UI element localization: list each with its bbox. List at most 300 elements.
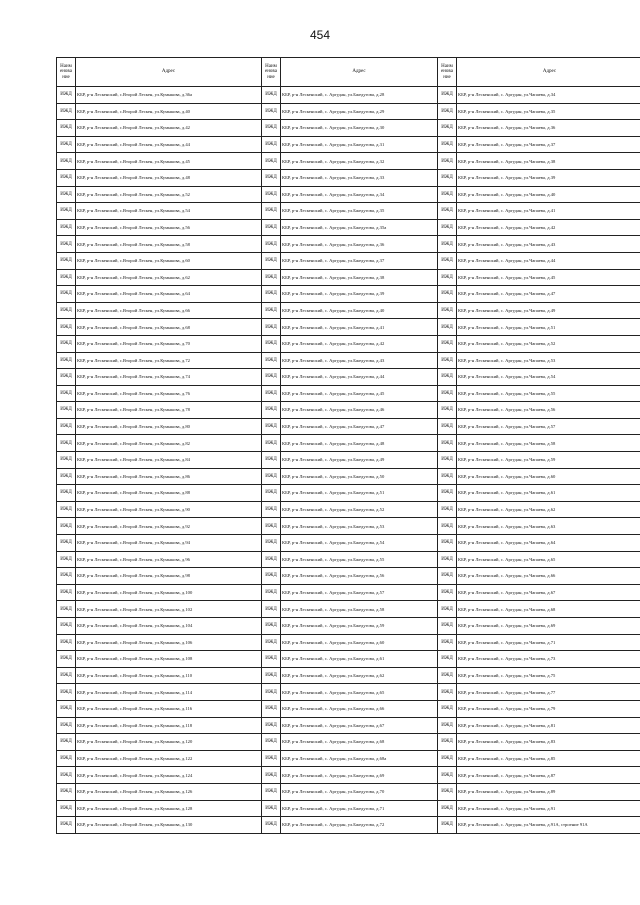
address-cell: КБР, р-н Лескенский, с. Аргудан, ул.Бжедугова, д.43	[281, 352, 438, 369]
header-address-3: Адрес	[457, 58, 640, 87]
object-type-cell: ИЖД	[57, 269, 76, 286]
object-type-cell: ИЖД	[438, 518, 457, 535]
address-cell: КБР, р-н Лескенский, с. Аргудан, ул.Чапаева, д.77	[457, 684, 640, 701]
address-cell: КБР, р-н Лескенский, с. Аргудан, ул.Бжедугова, д.67	[281, 717, 438, 734]
address-cell: КБР, р-н Лескенский, с.Второй Лескен, ул.Кумыкова, д.106	[76, 634, 262, 651]
object-type-cell: ИЖД	[262, 369, 281, 386]
address-cell: КБР, р-н Лескенский, с. Аргудан, ул.Бжедугова, д.29	[281, 103, 438, 120]
address-cell: КБР, р-н Лескенский, с. Аргудан, ул.Чапаева, д.62	[457, 501, 640, 518]
object-type-cell: ИЖД	[57, 518, 76, 535]
address-cell: КБР, р-н Лескенский, с. Аргудан, ул.Бжедугова, д.66	[281, 700, 438, 717]
object-type-cell: ИЖД	[262, 269, 281, 286]
table-row	[57, 385, 640, 402]
address-cell: КБР, р-н Лескенский, с. Аргудан, ул.Бжедугова, д.28	[281, 87, 438, 104]
table-row	[57, 435, 640, 452]
address-cell: КБР, р-н Лескенский, с. Аргудан, ул.Чапаева, д.65	[457, 551, 640, 568]
object-type-cell: ИЖД	[262, 335, 281, 352]
address-cell: КБР, р-н Лескенский, с. Аргудан, ул.Бжедугова, д.70	[281, 783, 438, 800]
object-type-cell: ИЖД	[438, 717, 457, 734]
object-type-cell: ИЖД	[438, 169, 457, 186]
address-cell: КБР, р-н Лескенский, с. Аргудан, ул.Чапаева, д.57	[457, 418, 640, 435]
object-type-cell: ИЖД	[262, 485, 281, 502]
object-type-cell: ИЖД	[438, 485, 457, 502]
address-cell: КБР, р-н Лескенский, с. Аргудан, ул.Чапаева, д.49	[457, 302, 640, 319]
address-cell: КБР, р-н Лескенский, с. Аргудан, ул.Бжедугова, д.53	[281, 518, 438, 535]
table-row	[57, 236, 640, 253]
object-type-cell: ИЖД	[438, 418, 457, 435]
address-cell: КБР, р-н Лескенский, с.Второй Лескен, ул.Кумыкова, д.68	[76, 319, 262, 336]
object-type-cell: ИЖД	[262, 418, 281, 435]
address-cell: КБР, р-н Лескенский, с.Второй Лескен, ул.Кумыкова, д.64	[76, 286, 262, 303]
address-cell: КБР, р-н Лескенский, с.Второй Лескен, ул.Кумыкова, д.60	[76, 252, 262, 269]
table-row	[57, 634, 640, 651]
address-cell: КБР, р-н Лескенский, с. Аргудан, ул.Чапаева, д.75	[457, 667, 640, 684]
address-cell: КБР, р-н Лескенский, с. Аргудан, ул.Чапаева, д.54	[457, 369, 640, 386]
object-type-cell: ИЖД	[57, 219, 76, 236]
address-cell: КБР, р-н Лескенский, с.Второй Лескен, ул.Кумыкова, д.45	[76, 153, 262, 170]
address-cell: КБР, р-н Лескенский, с. Аргудан, ул.Чапаева, д.56	[457, 402, 640, 419]
address-cell: КБР, р-н Лескенский, с. Аргудан, ул.Чапаева, д.60	[457, 468, 640, 485]
object-type-cell: ИЖД	[262, 501, 281, 518]
object-type-cell: ИЖД	[57, 783, 76, 800]
object-type-cell: ИЖД	[262, 186, 281, 203]
object-type-cell: ИЖД	[262, 734, 281, 751]
address-cell: КБР, р-н Лескенский, с. Аргудан, ул.Чапаева, д.69	[457, 618, 640, 635]
table-row	[57, 402, 640, 419]
object-type-cell: ИЖД	[262, 634, 281, 651]
address-cell: КБР, р-н Лескенский, с. Аргудан, ул.Бжедугова, д.52	[281, 501, 438, 518]
table-row	[57, 783, 640, 800]
table-row	[57, 252, 640, 269]
address-cell: КБР, р-н Лескенский, с.Второй Лескен, ул.Кумыкова, д.116	[76, 700, 262, 717]
address-cell: КБР, р-н Лескенский, с. Аргудан, ул.Бжедугова, д.47	[281, 418, 438, 435]
object-type-cell: ИЖД	[57, 800, 76, 817]
object-type-cell: ИЖД	[57, 385, 76, 402]
header-address-1: Адрес	[76, 58, 262, 87]
address-cell: КБР, р-н Лескенский, с. Аргудан, ул.Чапаева, д.66	[457, 568, 640, 585]
object-type-cell: ИЖД	[438, 103, 457, 120]
object-type-cell: ИЖД	[262, 535, 281, 552]
object-type-cell: ИЖД	[438, 269, 457, 286]
object-type-cell: ИЖД	[57, 717, 76, 734]
table-row	[57, 551, 640, 568]
address-cell: КБР, р-н Лескенский, с. Аргудан, ул.Бжедугова, д.57	[281, 584, 438, 601]
object-type-cell: ИЖД	[57, 634, 76, 651]
object-type-cell: ИЖД	[438, 817, 457, 834]
object-type-cell: ИЖД	[262, 402, 281, 419]
object-type-cell: ИЖД	[438, 501, 457, 518]
object-type-cell: ИЖД	[262, 684, 281, 701]
object-type-cell: ИЖД	[438, 452, 457, 469]
object-type-cell: ИЖД	[438, 120, 457, 137]
address-cell: КБР, р-н Лескенский, с.Второй Лескен, ул.Кумыкова, д.74	[76, 369, 262, 386]
object-type-cell: ИЖД	[57, 584, 76, 601]
address-cell: КБР, р-н Лескенский, с.Второй Лескен, ул.Кумыкова, д.66	[76, 302, 262, 319]
table-row	[57, 269, 640, 286]
address-cell: КБР, р-н Лескенский, с. Аргудан, ул.Бжедугова, д.55	[281, 551, 438, 568]
address-cell: КБР, р-н Лескенский, с.Второй Лескен, ул.Кумыкова, д.48	[76, 169, 262, 186]
address-cell: КБР, р-н Лескенский, с. Аргудан, ул.Чапаева, д.51	[457, 319, 640, 336]
address-cell: КБР, р-н Лескенский, с. Аргудан, ул.Чапаева, д.38	[457, 153, 640, 170]
address-cell: КБР, р-н Лескенский, с. Аргудан, ул.Чапаева, д.67	[457, 584, 640, 601]
object-type-cell: ИЖД	[262, 286, 281, 303]
object-type-cell: ИЖД	[262, 667, 281, 684]
address-cell: КБР, р-н Лескенский, с. Аргудан, ул.Бжедугова, д.45	[281, 385, 438, 402]
object-type-cell: ИЖД	[57, 186, 76, 203]
table-row	[57, 335, 640, 352]
address-cell: КБР, р-н Лескенский, с.Второй Лескен, ул.Кумыкова, д.130	[76, 817, 262, 834]
address-cell: КБР, р-н Лескенский, с.Второй Лескен, ул.Кумыкова, д.104	[76, 618, 262, 635]
address-cell: КБР, р-н Лескенский, с. Аргудан, ул.Бжедугова, д.40	[281, 302, 438, 319]
object-type-cell: ИЖД	[57, 203, 76, 220]
address-cell: КБР, р-н Лескенский, с. Аргудан, ул.Чапаева, д.53	[457, 352, 640, 369]
address-cell: КБР, р-н Лескенский, с. Аргудан, ул.Чапаева, д.59	[457, 452, 640, 469]
address-cell: КБР, р-н Лескенский, с. Аргудан, ул.Чапаева, д.61	[457, 485, 640, 502]
object-type-cell: ИЖД	[262, 717, 281, 734]
object-type-cell: ИЖД	[438, 551, 457, 568]
address-cell: КБР, р-н Лескенский, с. Аргудан, ул.Бжедугова, д.58	[281, 601, 438, 618]
address-cell: КБР, р-н Лескенский, с.Второй Лескен, ул.Кумыкова, д.80	[76, 418, 262, 435]
object-type-cell: ИЖД	[438, 684, 457, 701]
table-row	[57, 667, 640, 684]
object-type-cell: ИЖД	[438, 153, 457, 170]
object-type-cell: ИЖД	[57, 817, 76, 834]
object-type-cell: ИЖД	[57, 252, 76, 269]
object-type-cell: ИЖД	[57, 369, 76, 386]
table-row	[57, 452, 640, 469]
object-type-cell: ИЖД	[57, 169, 76, 186]
object-type-cell: ИЖД	[438, 767, 457, 784]
address-cell: КБР, р-н Лескенский, с.Второй Лескен, ул.Кумыкова, д.56	[76, 219, 262, 236]
address-cell: КБР, р-н Лескенский, с.Второй Лескен, ул.Кумыкова, д.128	[76, 800, 262, 817]
table-row	[57, 700, 640, 717]
table-row	[57, 87, 640, 104]
address-cell: КБР, р-н Лескенский, с. Аргудан, ул.Чапаева, д.34	[457, 87, 640, 104]
object-type-cell: ИЖД	[262, 452, 281, 469]
address-cell: КБР, р-н Лескенский, с. Аргудан, ул.Чапаева, д.40	[457, 186, 640, 203]
object-type-cell: ИЖД	[438, 568, 457, 585]
address-cell: КБР, р-н Лескенский, с.Второй Лескен, ул.Кумыкова, д.96	[76, 551, 262, 568]
address-cell: КБР, р-н Лескенский, с.Второй Лескен, ул.Кумыкова, д.98	[76, 568, 262, 585]
table-row	[57, 584, 640, 601]
object-type-cell: ИЖД	[262, 651, 281, 668]
address-cell: КБР, р-н Лескенский, с. Аргудан, ул.Чапаева, д.44	[457, 252, 640, 269]
object-type-cell: ИЖД	[262, 103, 281, 120]
table-row	[57, 169, 640, 186]
object-type-cell: ИЖД	[57, 667, 76, 684]
object-type-cell: ИЖД	[57, 700, 76, 717]
address-cell: КБР, р-н Лескенский, с. Аргудан, ул.Чапаева, д.52	[457, 335, 640, 352]
address-cell: КБР, р-н Лескенский, с. Аргудан, ул.Чапаева, д.41	[457, 203, 640, 220]
object-type-cell: ИЖД	[57, 750, 76, 767]
address-cell: КБР, р-н Лескенский, с.Второй Лескен, ул.Кумыкова, д.90	[76, 501, 262, 518]
address-cell: КБР, р-н Лескенский, с.Второй Лескен, ул.Кумыкова, д.92	[76, 518, 262, 535]
address-cell: КБР, р-н Лескенский, с. Аргудан, ул.Чапаева, д.71	[457, 634, 640, 651]
address-cell: КБР, р-н Лескенский, с.Второй Лескен, ул.Кумыкова, д.88	[76, 485, 262, 502]
object-type-cell: ИЖД	[438, 634, 457, 651]
address-cell: КБР, р-н Лескенский, с. Аргудан, ул.Бжедугова, д.60	[281, 634, 438, 651]
address-cell: КБР, р-н Лескенский, с.Второй Лескен, ул.Кумыкова, д.124	[76, 767, 262, 784]
address-cell: КБР, р-н Лескенский, с.Второй Лескен, ул.Кумыкова, д.54	[76, 203, 262, 220]
object-type-cell: ИЖД	[262, 136, 281, 153]
object-type-cell: ИЖД	[57, 468, 76, 485]
address-cell: КБР, р-н Лескенский, с. Аргудан, ул.Бжедугова, д.32	[281, 153, 438, 170]
table-row	[57, 535, 640, 552]
object-type-cell: ИЖД	[262, 568, 281, 585]
object-type-cell: ИЖД	[438, 750, 457, 767]
object-type-cell: ИЖД	[438, 87, 457, 104]
object-type-cell: ИЖД	[262, 435, 281, 452]
address-cell: КБР, р-н Лескенский, с.Второй Лескен, ул.Кумыкова, д.118	[76, 717, 262, 734]
object-type-cell: ИЖД	[262, 203, 281, 220]
table-row	[57, 103, 640, 120]
address-cell: КБР, р-н Лескенский, с. Аргудан, ул.Чапаева, д.47	[457, 286, 640, 303]
address-cell: КБР, р-н Лескенский, с. Аргудан, ул.Бжедугова, д.30	[281, 120, 438, 137]
object-type-cell: ИЖД	[438, 236, 457, 253]
object-type-cell: ИЖД	[57, 103, 76, 120]
object-type-cell: ИЖД	[438, 667, 457, 684]
address-cell: КБР, р-н Лескенский, с. Аргудан, ул.Бжедугова, д.68	[281, 734, 438, 751]
table-row	[57, 468, 640, 485]
object-type-cell: ИЖД	[57, 153, 76, 170]
address-cell: КБР, р-н Лескенский, с. Аргудан, ул.Чапаева, д.63	[457, 518, 640, 535]
object-type-cell: ИЖД	[262, 700, 281, 717]
object-type-cell: ИЖД	[57, 286, 76, 303]
address-cell: КБР, р-н Лескенский, с.Второй Лескен, ул.Кумыкова, д.42	[76, 120, 262, 137]
address-cell: КБР, р-н Лескенский, с. Аргудан, ул.Чапаева, д.58	[457, 435, 640, 452]
address-cell: КБР, р-н Лескенский, с.Второй Лескен, ул.Кумыкова, д.86	[76, 468, 262, 485]
object-type-cell: ИЖД	[262, 468, 281, 485]
address-cell: КБР, р-н Лескенский, с.Второй Лескен, ул.Кумыкова, д.126	[76, 783, 262, 800]
table-body	[57, 87, 640, 834]
object-type-cell: ИЖД	[438, 219, 457, 236]
table-row	[57, 485, 640, 502]
table-row	[57, 684, 640, 701]
address-cell: КБР, р-н Лескенский, с. Аргудан, ул.Чапаева, д.83	[457, 734, 640, 751]
table-row	[57, 120, 640, 137]
object-type-cell: ИЖД	[57, 302, 76, 319]
address-cell: КБР, р-н Лескенский, с.Второй Лескен, ул.Кумыкова, д.82	[76, 435, 262, 452]
object-type-cell: ИЖД	[438, 335, 457, 352]
object-type-cell: ИЖД	[438, 286, 457, 303]
address-cell: КБР, р-н Лескенский, с.Второй Лескен, ул.Кумыкова, д.52	[76, 186, 262, 203]
object-type-cell: ИЖД	[438, 618, 457, 635]
address-cell: КБР, р-н Лескенский, с. Аргудан, ул.Бжедугова, д.50	[281, 468, 438, 485]
table-row	[57, 501, 640, 518]
object-type-cell: ИЖД	[438, 369, 457, 386]
address-cell: КБР, р-н Лескенский, с. Аргудан, ул.Чапаева, д.64	[457, 535, 640, 552]
table-row	[57, 136, 640, 153]
object-type-cell: ИЖД	[262, 120, 281, 137]
object-type-cell: ИЖД	[57, 601, 76, 618]
table-row	[57, 352, 640, 369]
address-register-table	[56, 57, 640, 834]
address-cell: КБР, р-н Лескенский, с.Второй Лескен, ул.Кумыкова, д.78	[76, 402, 262, 419]
address-cell: КБР, р-н Лескенский, с. Аргудан, ул.Бжедугова, д.36	[281, 236, 438, 253]
address-cell: КБР, р-н Лескенский, с.Второй Лескен, ул.Кумыкова, д.102	[76, 601, 262, 618]
address-cell: КБР, р-н Лескенский, с. Аргудан, ул.Бжедугова, д.35а	[281, 219, 438, 236]
address-cell: КБР, р-н Лескенский, с.Второй Лескен, ул.Кумыкова, д.108	[76, 651, 262, 668]
header-type-1: Наим енова ние	[57, 58, 76, 87]
object-type-cell: ИЖД	[438, 385, 457, 402]
address-cell: КБР, р-н Лескенский, с. Аргудан, ул.Чапаева, д.43	[457, 236, 640, 253]
address-cell: КБР, р-н Лескенский, с. Аргудан, ул.Бжедугова, д.38	[281, 269, 438, 286]
address-cell: КБР, р-н Лескенский, с. Аргудан, ул.Бжедугова, д.33	[281, 169, 438, 186]
object-type-cell: ИЖД	[262, 169, 281, 186]
address-cell: КБР, р-н Лескенский, с.Второй Лескен, ул.Кумыкова, д.76	[76, 385, 262, 402]
address-cell: КБР, р-н Лескенский, с.Второй Лескен, ул.Кумыкова, д.114	[76, 684, 262, 701]
object-type-cell: ИЖД	[262, 252, 281, 269]
object-type-cell: ИЖД	[262, 584, 281, 601]
table-row	[57, 568, 640, 585]
address-cell: КБР, р-н Лескенский, с.Второй Лескен, ул.Кумыкова, д.100	[76, 584, 262, 601]
object-type-cell: ИЖД	[262, 87, 281, 104]
table-row	[57, 153, 640, 170]
object-type-cell: ИЖД	[57, 402, 76, 419]
address-cell: КБР, р-н Лескенский, с. Аргудан, ул.Чапаева, д.85	[457, 750, 640, 767]
page-number: 454	[309, 28, 331, 42]
address-cell: КБР, р-н Лескенский, с.Второй Лескен, ул.Кумыкова, д.44	[76, 136, 262, 153]
object-type-cell: ИЖД	[57, 136, 76, 153]
address-cell: КБР, р-н Лескенский, с.Второй Лескен, ул.Кумыкова, д.40	[76, 103, 262, 120]
address-cell: КБР, р-н Лескенский, с. Аргудан, ул.Чапаева, д.42	[457, 219, 640, 236]
object-type-cell: ИЖД	[438, 203, 457, 220]
table-row	[57, 319, 640, 336]
table-header-row	[57, 58, 640, 87]
table-row	[57, 601, 640, 618]
header-type-3: Наим енова ние	[438, 58, 457, 87]
address-cell: КБР, р-н Лескенский, с. Аргудан, ул.Чапаева, д.81	[457, 717, 640, 734]
object-type-cell: ИЖД	[438, 435, 457, 452]
table-row	[57, 219, 640, 236]
address-cell: КБР, р-н Лескенский, с. Аргудан, ул.Чапаева, д.55	[457, 385, 640, 402]
address-cell: КБР, р-н Лескенский, с. Аргудан, ул.Чапаева, д.68	[457, 601, 640, 618]
object-type-cell: ИЖД	[57, 418, 76, 435]
address-cell: КБР, р-н Лескенский, с. Аргудан, ул.Бжедугова, д.46	[281, 402, 438, 419]
address-cell: КБР, р-н Лескенский, с. Аргудан, ул.Чапаева, д.73	[457, 651, 640, 668]
table-row	[57, 717, 640, 734]
object-type-cell: ИЖД	[262, 518, 281, 535]
object-type-cell: ИЖД	[57, 452, 76, 469]
object-type-cell: ИЖД	[57, 651, 76, 668]
address-cell: КБР, р-н Лескенский, с. Аргудан, ул.Чапаева, д.87	[457, 767, 640, 784]
address-cell: КБР, р-н Лескенский, с.Второй Лескен, ул.Кумыкова, д.70	[76, 335, 262, 352]
address-cell: КБР, р-н Лескенский, с.Второй Лескен, ул.Кумыкова, д.122	[76, 750, 262, 767]
address-cell: КБР, р-н Лескенский, с.Второй Лескен, ул.Кумыкова, д.36а	[76, 87, 262, 104]
object-type-cell: ИЖД	[262, 352, 281, 369]
object-type-cell: ИЖД	[57, 120, 76, 137]
object-type-cell: ИЖД	[438, 584, 457, 601]
object-type-cell: ИЖД	[57, 335, 76, 352]
address-cell: КБР, р-н Лескенский, с. Аргудан, ул.Бжедугова, д.68а	[281, 750, 438, 767]
address-cell: КБР, р-н Лескенский, с. Аргудан, ул.Бжедугова, д.31	[281, 136, 438, 153]
object-type-cell: ИЖД	[438, 136, 457, 153]
address-cell: КБР, р-н Лескенский, с.Второй Лескен, ул.Кумыкова, д.120	[76, 734, 262, 751]
address-cell: КБР, р-н Лескенский, с. Аргудан, ул.Бжедугова, д.62	[281, 667, 438, 684]
address-cell: КБР, р-н Лескенский, с. Аргудан, ул.Чапаева, д.79	[457, 700, 640, 717]
address-cell: КБР, р-н Лескенский, с. Аргудан, ул.Бжедугова, д.61	[281, 651, 438, 668]
address-cell: КБР, р-н Лескенский, с.Второй Лескен, ул.Кумыкова, д.110	[76, 667, 262, 684]
object-type-cell: ИЖД	[438, 186, 457, 203]
object-type-cell: ИЖД	[262, 750, 281, 767]
table-row	[57, 302, 640, 319]
address-cell: КБР, р-н Лескенский, с. Аргудан, ул.Бжедугова, д.48	[281, 435, 438, 452]
address-cell: КБР, р-н Лескенский, с.Второй Лескен, ул.Кумыкова, д.94	[76, 535, 262, 552]
address-cell: КБР, р-н Лескенский, с.Второй Лескен, ул.Кумыкова, д.58	[76, 236, 262, 253]
address-cell: КБР, р-н Лескенский, с. Аргудан, ул.Бжедугова, д.71	[281, 800, 438, 817]
object-type-cell: ИЖД	[262, 153, 281, 170]
address-cell: КБР, р-н Лескенский, с. Аргудан, ул.Бжедугова, д.41	[281, 319, 438, 336]
object-type-cell: ИЖД	[262, 601, 281, 618]
table-row	[57, 817, 640, 834]
object-type-cell: ИЖД	[57, 87, 76, 104]
object-type-cell: ИЖД	[438, 800, 457, 817]
object-type-cell: ИЖД	[438, 783, 457, 800]
object-type-cell: ИЖД	[438, 319, 457, 336]
object-type-cell: ИЖД	[438, 468, 457, 485]
table-row	[57, 734, 640, 751]
object-type-cell: ИЖД	[57, 352, 76, 369]
object-type-cell: ИЖД	[262, 219, 281, 236]
address-cell: КБР, р-н Лескенский, с. Аргудан, ул.Бжедугова, д.35	[281, 203, 438, 220]
table-row	[57, 286, 640, 303]
address-cell: КБР, р-н Лескенский, с. Аргудан, ул.Бжедугова, д.54	[281, 535, 438, 552]
object-type-cell: ИЖД	[57, 551, 76, 568]
address-cell: КБР, р-н Лескенский, с. Аргудан, ул.Бжедугова, д.56	[281, 568, 438, 585]
object-type-cell: ИЖД	[57, 618, 76, 635]
address-cell: КБР, р-н Лескенский, с. Аргудан, ул.Бжедугова, д.72	[281, 817, 438, 834]
object-type-cell: ИЖД	[438, 302, 457, 319]
object-type-cell: ИЖД	[262, 236, 281, 253]
object-type-cell: ИЖД	[57, 767, 76, 784]
table-row	[57, 651, 640, 668]
object-type-cell: ИЖД	[262, 319, 281, 336]
address-cell: КБР, р-н Лескенский, с. Аргудан, ул.Чапаева, д.37	[457, 136, 640, 153]
object-type-cell: ИЖД	[438, 535, 457, 552]
object-type-cell: ИЖД	[438, 734, 457, 751]
object-type-cell: ИЖД	[438, 252, 457, 269]
object-type-cell: ИЖД	[262, 302, 281, 319]
object-type-cell: ИЖД	[57, 535, 76, 552]
object-type-cell: ИЖД	[438, 601, 457, 618]
address-cell: КБР, р-н Лескенский, с. Аргудан, ул.Бжедугова, д.42	[281, 335, 438, 352]
object-type-cell: ИЖД	[57, 485, 76, 502]
table-row	[57, 418, 640, 435]
object-type-cell: ИЖД	[57, 684, 76, 701]
address-cell: КБР, р-н Лескенский, с. Аргудан, ул.Бжедугова, д.69	[281, 767, 438, 784]
table-row	[57, 203, 640, 220]
address-cell: КБР, р-н Лескенский, с. Аргудан, ул.Чапаева, д.91А, строение 91А	[457, 817, 640, 834]
table-row	[57, 767, 640, 784]
address-cell: КБР, р-н Лескенский, с. Аргудан, ул.Бжедугова, д.49	[281, 452, 438, 469]
header-address-2: Адрес	[281, 58, 438, 87]
object-type-cell: ИЖД	[262, 618, 281, 635]
address-cell: КБР, р-н Лескенский, с. Аргудан, ул.Бжедугова, д.44	[281, 369, 438, 386]
object-type-cell: ИЖД	[262, 783, 281, 800]
object-type-cell: ИЖД	[57, 501, 76, 518]
address-cell: КБР, р-н Лескенский, с. Аргудан, ул.Чапаева, д.45	[457, 269, 640, 286]
address-cell: КБР, р-н Лескенский, с.Второй Лескен, ул.Кумыкова, д.84	[76, 452, 262, 469]
object-type-cell: ИЖД	[262, 551, 281, 568]
table-row	[57, 186, 640, 203]
address-cell: КБР, р-н Лескенский, с. Аргудан, ул.Бжедугова, д.51	[281, 485, 438, 502]
table-row	[57, 369, 640, 386]
address-cell: КБР, р-н Лескенский, с. Аргудан, ул.Чапаева, д.39	[457, 169, 640, 186]
object-type-cell: ИЖД	[262, 817, 281, 834]
object-type-cell: ИЖД	[57, 319, 76, 336]
table-row	[57, 750, 640, 767]
table-row	[57, 800, 640, 817]
